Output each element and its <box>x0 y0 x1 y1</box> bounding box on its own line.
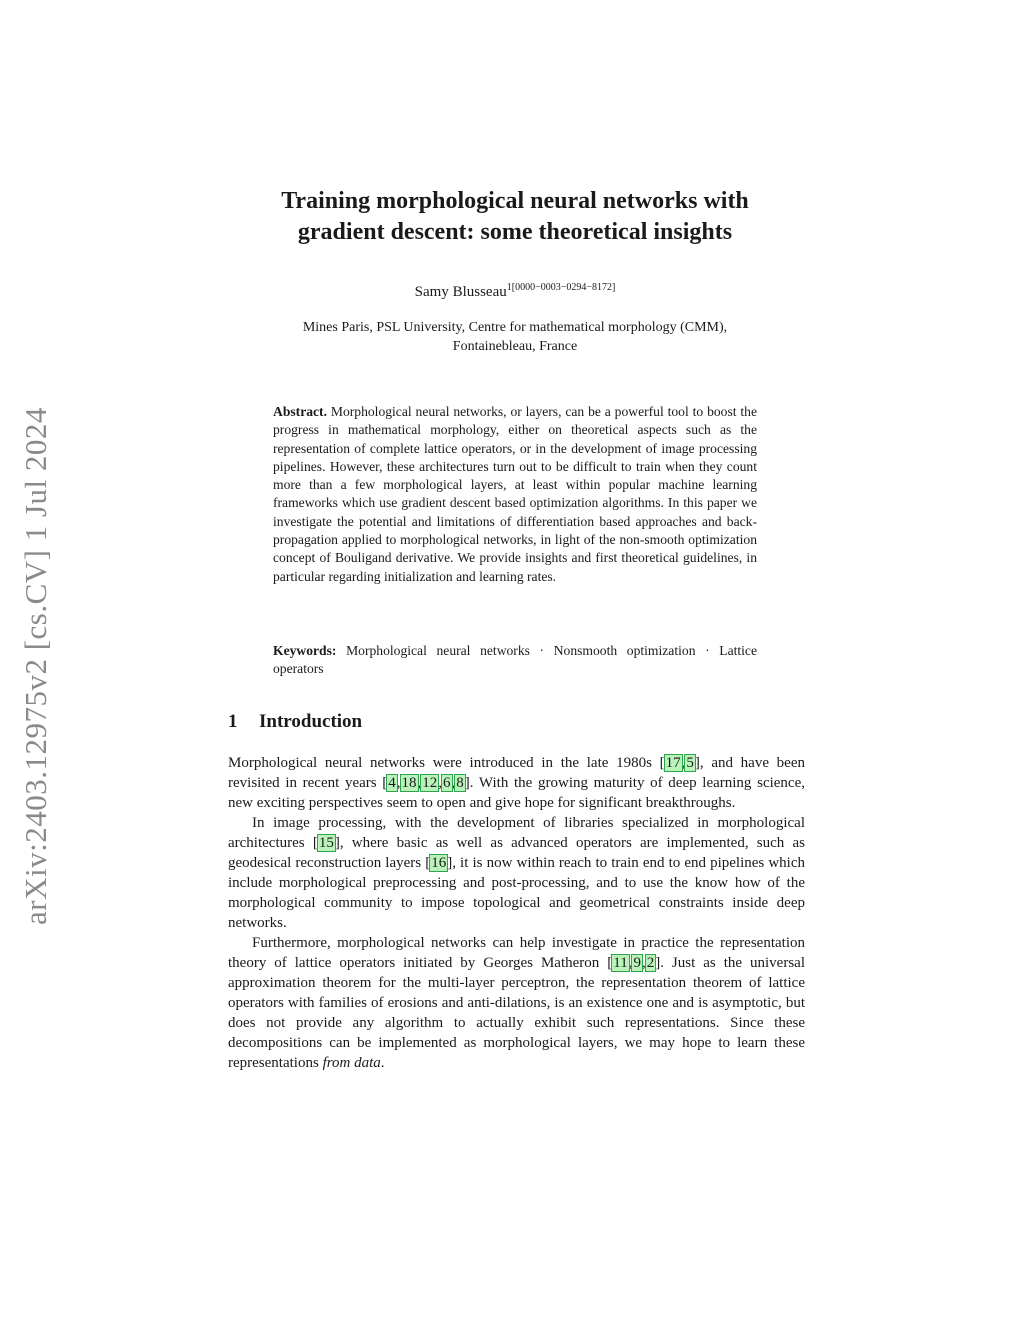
citation-link[interactable]: 4 <box>388 775 396 791</box>
affiliation <box>200 318 830 356</box>
paper-title <box>200 186 830 248</box>
section-title: Introduction <box>259 711 363 732</box>
citation-group: [4,18,12,6,8] <box>382 775 470 791</box>
paragraph-3-text-c: . <box>380 1055 385 1071</box>
citation-group: [11,9,2] <box>607 955 661 971</box>
abstract-text: Morphological neural networks, or layers, can be a powerful tool to boost the progress in mathematical morphology, either on theoretical aspects such as the representation of complete lattice operators, or in the development of image processing pipelines. However, these architectures turn out to be difficult to train when they count more than a few morphological layers, at least within popular machine learning frameworks which use gradient descent based optimization algorithms. In this paper we investigate the potential and limitations of differentiation based approaches and back-propagation applied to morphological networks, in light of the non-smooth optimization concept of Bouligand derivative. We provide insights and first theoretical guidelines, in particular regarding initialization and learning rates. <box>273 404 757 584</box>
arxiv-margin-identifier[interactable]: arXiv:2403.12975v2 [cs.CV] 1 Jul 2024 <box>18 407 53 925</box>
paragraph-3-text-b: . Just as the universal approximation theorem for the multi-layer perceptron, the representation theorem of lattice operators with families of erosions and anti-dilations, is an existence one and is asymptotic, but does not provide any algorithm to actually exhibit such representations. Since these decompositions can be implemented as morphological layers, we may hope to learn these representations <box>228 955 805 1071</box>
paragraph-1 <box>228 753 805 813</box>
paragraph-1-text-a: Morphological neural networks were introduced in the late 1980s <box>228 755 660 771</box>
introduction-body <box>228 753 805 1073</box>
paragraph-3-text-a: Furthermore, morphological networks can help investigate in practice the representation theory of lattice operators initiated by Georges Matheron <box>228 935 805 971</box>
title-line-2: gradient descent: some theoretical insights <box>297 219 733 245</box>
paragraph-2-text-b: , where basic as well as advanced operators are implemented, such as geodesical reconstruction layers <box>228 835 805 871</box>
citation-link[interactable]: 17 <box>665 755 681 771</box>
paragraph-2 <box>228 813 805 933</box>
paragraph-2-text-a: In image processing, with the development of libraries specialized in morphological architectures <box>228 815 805 851</box>
citation-link[interactable]: 6 <box>443 775 451 791</box>
citation-link[interactable]: 5 <box>686 755 694 771</box>
citation-group: [15] <box>312 835 340 851</box>
citation-group: [16] <box>425 855 453 871</box>
author-name: Samy Blusseau <box>414 284 507 300</box>
citation-link[interactable]: 16 <box>431 855 447 871</box>
citation-link[interactable]: 9 <box>633 955 641 971</box>
citation-link[interactable]: 18 <box>401 775 417 791</box>
paragraph-1-text-b: , and have been revisited in recent years <box>228 755 805 791</box>
affiliation-line-2: Fontainebleau, France <box>452 339 578 354</box>
paragraph-1-text-c: . With the growing maturity of deep learning science, new exciting perspectives seem to open and give hope for significant breakthroughs. <box>228 775 805 811</box>
title-line-1: Training morphological neural networks with <box>281 188 749 214</box>
keywords <box>273 642 757 679</box>
citation-link[interactable]: 12 <box>422 775 438 791</box>
keywords-label: Keywords: <box>273 643 337 658</box>
section-heading-introduction <box>228 711 362 733</box>
citation-link[interactable]: 2 <box>646 955 655 971</box>
citation-link[interactable]: 8 <box>456 775 464 791</box>
citation-link[interactable]: 11 <box>613 955 628 971</box>
abstract <box>273 403 757 586</box>
citation-group: [17,5] <box>659 755 700 771</box>
paragraph-3 <box>228 933 805 1073</box>
keywords-text: Morphological neural networks · Nonsmooth optimization · Lattice operators <box>273 643 758 677</box>
author-orcid[interactable]: 1[0000−0003−0294−8172] <box>506 282 616 293</box>
abstract-label: Abstract. <box>273 404 327 419</box>
citation-link[interactable]: 15 <box>318 835 334 851</box>
paragraph-2-text-c: , it is now within reach to train end to end pipelines which include morphological preprocessing and post-processing, and to use the know how of the morphological community to impose topological and geometrical constraints inside deep networks. <box>228 855 805 931</box>
author-line <box>200 282 830 301</box>
emphasis-from-data: from data <box>322 1055 381 1071</box>
section-number: 1 <box>228 711 238 732</box>
affiliation-line-1: Mines Paris, PSL University, Centre for mathematical morphology (CMM), <box>302 320 728 335</box>
